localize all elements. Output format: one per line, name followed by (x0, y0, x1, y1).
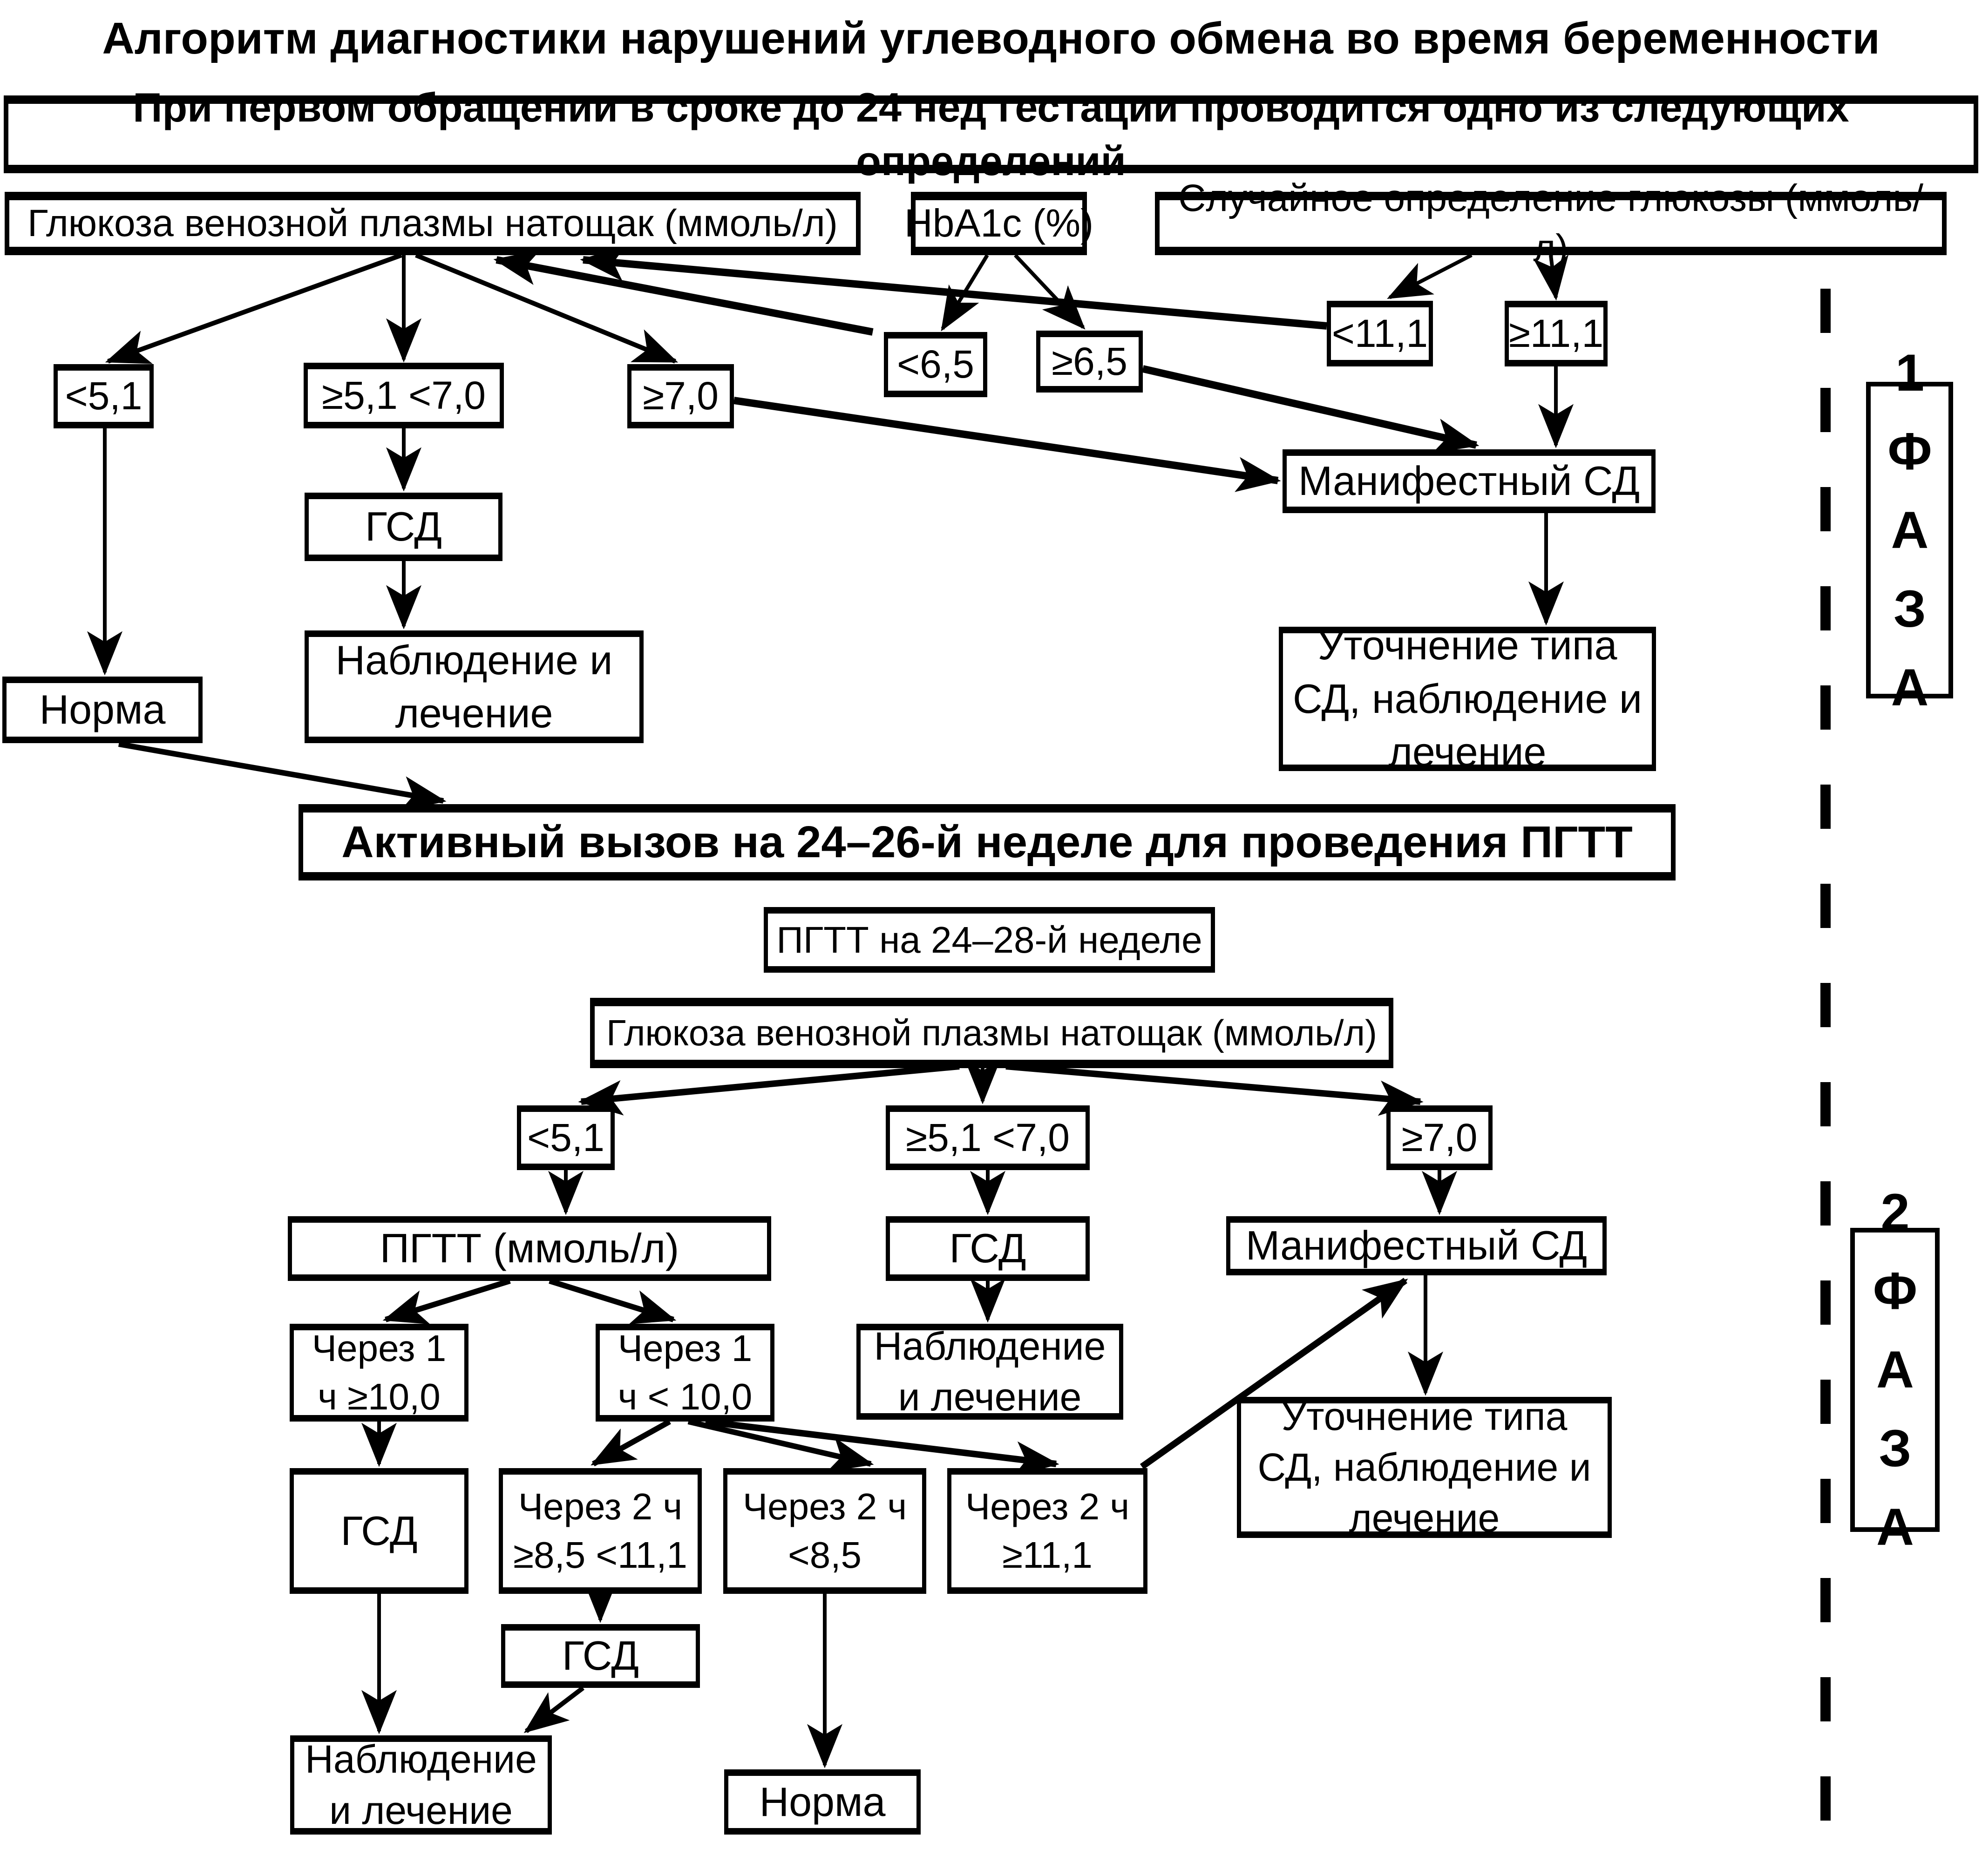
followup-treatment-bottom: Наблюдение и лечение (290, 1735, 552, 1835)
gsd-phase1: ГСД (305, 493, 502, 561)
gsd-phase2-left: ГСД (290, 1468, 468, 1594)
value-lt-11-1: <11,1 (1327, 301, 1433, 366)
after-2h-lt-8-5-box: Через 2 ч <8,5 (723, 1468, 926, 1594)
gsd-phase2-small: ГСД (501, 1624, 700, 1688)
after-1h-lt-10-box: Через 1 ч < 10,0 (596, 1324, 774, 1422)
manifest-diabetes-phase1: Манифестный СД (1283, 449, 1656, 513)
value-5-1-to-7-0-phase2: ≥5,1 <7,0 (886, 1105, 1090, 1170)
phase2-label-box (1850, 1183, 1940, 1577)
after-2h-8-5-to-11-1-box: Через 2 ч ≥8,5 <11,1 (499, 1468, 702, 1594)
followup-treatment-phase1: Наблюдение и лечение (305, 630, 644, 743)
test-random-glucose: Случайное определение глюкозы (ммоль/л) (1155, 192, 1947, 255)
active-call-banner: Активный вызов на 24–26-й неделе для проведения ПГТТ (299, 804, 1676, 880)
value-lt-5-1-phase1: <5,1 (54, 364, 154, 428)
value-5-1-to-7-0-phase1: ≥5,1 <7,0 (304, 363, 504, 428)
value-lt-5-1-phase2: <5,1 (517, 1105, 615, 1170)
test-fasting-glucose-2: Глюкоза венозной плазмы натощак (ммоль/л) (590, 998, 1393, 1068)
page-title: Алгоритм диагностики нарушений углеводного обмена во время беременности (102, 14, 1880, 63)
after-2h-ge-11-1-box: Через 2 ч ≥11,1 (947, 1468, 1147, 1594)
followup-treatment-phase2-mid: Наблюдение и лечение (856, 1324, 1123, 1420)
value-ge-6-5: ≥6,5 (1036, 331, 1143, 393)
phase1-label-box (1866, 343, 1953, 737)
test-fasting-glucose-1: Глюкоза венозной плазмы натощак (ммоль/л) (5, 192, 861, 255)
after-1h-ge-10-box: Через 1 ч ≥10,0 (290, 1324, 468, 1422)
clarify-diabetes-type-phase2: Уточнение типа СД, наблюдение и лечение (1237, 1397, 1612, 1538)
value-ge-7-0-phase1: ≥7,0 (627, 364, 734, 428)
pgtt-week-box: ПГТТ на 24–28-й неделе (764, 907, 1215, 973)
test-hba1c: HbA1c (%) (911, 192, 1087, 255)
phase2-label: 2ФАЗА (1866, 1183, 1924, 1577)
value-ge-7-0-phase2: ≥7,0 (1386, 1105, 1493, 1170)
gsd-phase2-mid: ГСД (886, 1216, 1090, 1281)
value-lt-6-5: <6,5 (884, 332, 987, 397)
phase1-label: 1ФАЗА (1880, 343, 1939, 737)
norm-bottom: Норма (724, 1769, 921, 1835)
norm-phase1: Норма (2, 677, 203, 743)
phase1-header: При первом обращении в сроке до 24 нед гестации проводится одно из следующих определений (4, 95, 1978, 173)
pgtt-test-box: ПГТТ (ммоль/л) (288, 1216, 771, 1281)
value-ge-11-1: ≥11,1 (1505, 301, 1608, 366)
manifest-diabetes-phase2: Манифестный СД (1226, 1216, 1607, 1275)
clarify-diabetes-type-phase1: Уточнение типа СД, наблюдение и лечение (1279, 627, 1656, 771)
